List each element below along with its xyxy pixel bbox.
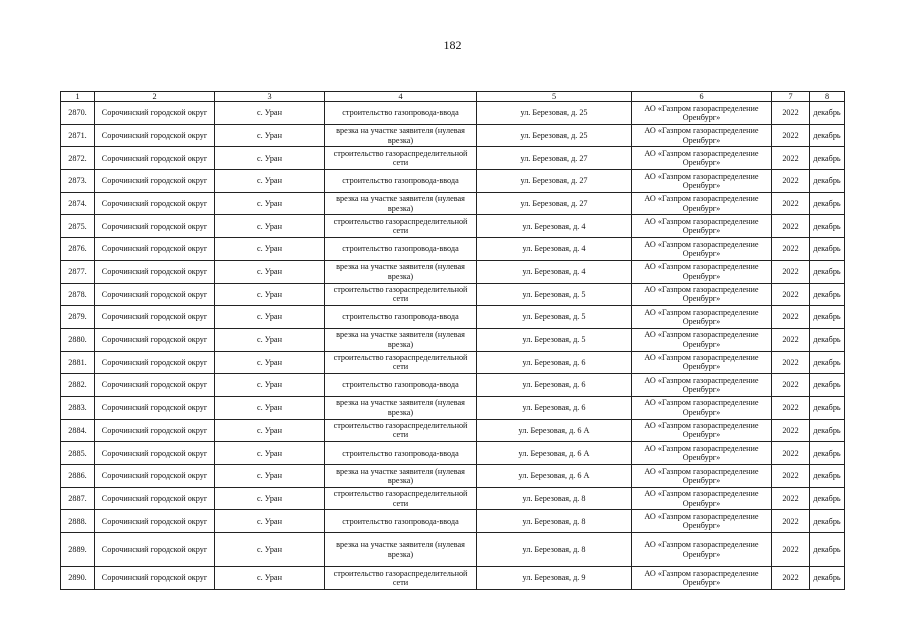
address-cell: ул. Березовая, д. 25 — [477, 124, 632, 147]
column-header: 5 — [477, 92, 632, 102]
district-cell: Сорочинский городской округ — [95, 510, 215, 533]
row-number-cell: 2880. — [61, 328, 95, 351]
year-cell: 2022 — [772, 102, 810, 125]
year-cell: 2022 — [772, 419, 810, 442]
organization-cell: АО «Газпром газораспределение Оренбург» — [632, 260, 772, 283]
organization-cell: АО «Газпром газораспределение Оренбург» — [632, 442, 772, 465]
year-cell: 2022 — [772, 487, 810, 510]
locality-cell: с. Уран — [215, 238, 325, 261]
district-cell: Сорочинский городской округ — [95, 396, 215, 419]
district-cell: Сорочинский городской округ — [95, 567, 215, 590]
year-cell: 2022 — [772, 192, 810, 215]
organization-cell: АО «Газпром газораспределение Оренбург» — [632, 238, 772, 261]
address-cell: ул. Березовая, д. 4 — [477, 215, 632, 238]
row-number-cell: 2889. — [61, 533, 95, 567]
month-cell: декабрь — [810, 533, 845, 567]
district-cell: Сорочинский городской округ — [95, 419, 215, 442]
work-type-cell: строительство газопровода-ввода — [325, 510, 477, 533]
table-row — [61, 510, 845, 533]
row-number-cell: 2878. — [61, 283, 95, 306]
address-cell: ул. Березовая, д. 6 — [477, 351, 632, 374]
address-cell: ул. Березовая, д. 5 — [477, 306, 632, 329]
table-row — [61, 147, 845, 170]
table-row — [61, 351, 845, 374]
organization-cell: АО «Газпром газораспределение Оренбург» — [632, 170, 772, 193]
organization-cell: АО «Газпром газораспределение Оренбург» — [632, 567, 772, 590]
month-cell: декабрь — [810, 306, 845, 329]
address-cell: ул. Березовая, д. 8 — [477, 487, 632, 510]
organization-cell: АО «Газпром газораспределение Оренбург» — [632, 351, 772, 374]
table-row — [61, 442, 845, 465]
work-type-cell: строительство газораспределительной сети — [325, 283, 477, 306]
table-row — [61, 102, 845, 125]
work-type-cell: строительство газопровода-ввода — [325, 170, 477, 193]
locality-cell: с. Уран — [215, 215, 325, 238]
row-number-cell: 2882. — [61, 374, 95, 397]
work-type-cell: врезка на участке заявителя (нулевая врезка) — [325, 465, 477, 488]
month-cell: декабрь — [810, 260, 845, 283]
table-row — [61, 215, 845, 238]
district-cell: Сорочинский городской округ — [95, 170, 215, 193]
district-cell: Сорочинский городской округ — [95, 192, 215, 215]
work-type-cell: строительство газопровода-ввода — [325, 306, 477, 329]
organization-cell: АО «Газпром газораспределение Оренбург» — [632, 147, 772, 170]
year-cell: 2022 — [772, 147, 810, 170]
table-row — [61, 283, 845, 306]
organization-cell: АО «Газпром газораспределение Оренбург» — [632, 283, 772, 306]
address-cell: ул. Березовая, д. 9 — [477, 567, 632, 590]
year-cell: 2022 — [772, 510, 810, 533]
address-cell: ул. Березовая, д. 6 А — [477, 419, 632, 442]
address-cell: ул. Березовая, д. 5 — [477, 328, 632, 351]
month-cell: декабрь — [810, 238, 845, 261]
organization-cell: АО «Газпром газораспределение Оренбург» — [632, 192, 772, 215]
month-cell: декабрь — [810, 396, 845, 419]
locality-cell: с. Уран — [215, 147, 325, 170]
month-cell: декабрь — [810, 283, 845, 306]
year-cell: 2022 — [772, 238, 810, 261]
work-type-cell: строительство газораспределительной сети — [325, 147, 477, 170]
locality-cell: с. Уран — [215, 567, 325, 590]
row-number-cell: 2870. — [61, 102, 95, 125]
address-cell: ул. Березовая, д. 8 — [477, 510, 632, 533]
month-cell: декабрь — [810, 328, 845, 351]
row-number-cell: 2888. — [61, 510, 95, 533]
row-number-cell: 2872. — [61, 147, 95, 170]
organization-cell: АО «Газпром газораспределение Оренбург» — [632, 487, 772, 510]
page-number: 182 — [443, 38, 462, 52]
month-cell: декабрь — [810, 170, 845, 193]
month-cell: декабрь — [810, 124, 845, 147]
locality-cell: с. Уран — [215, 396, 325, 419]
row-number-cell: 2881. — [61, 351, 95, 374]
year-cell: 2022 — [772, 283, 810, 306]
year-cell: 2022 — [772, 396, 810, 419]
locality-cell: с. Уран — [215, 419, 325, 442]
work-type-cell: строительство газопровода-ввода — [325, 374, 477, 397]
address-cell: ул. Березовая, д. 4 — [477, 260, 632, 283]
month-cell: декабрь — [810, 442, 845, 465]
organization-cell: АО «Газпром газораспределение Оренбург» — [632, 533, 772, 567]
address-cell: ул. Березовая, д. 6 А — [477, 465, 632, 488]
month-cell: декабрь — [810, 465, 845, 488]
month-cell: декабрь — [810, 147, 845, 170]
table-row — [61, 487, 845, 510]
column-header: 2 — [95, 92, 215, 102]
address-cell: ул. Березовая, д. 25 — [477, 102, 632, 125]
column-header: 6 — [632, 92, 772, 102]
year-cell: 2022 — [772, 215, 810, 238]
locality-cell: с. Уран — [215, 283, 325, 306]
work-type-cell: врезка на участке заявителя (нулевая врезка) — [325, 260, 477, 283]
month-cell: декабрь — [810, 374, 845, 397]
year-cell: 2022 — [772, 351, 810, 374]
year-cell: 2022 — [772, 533, 810, 567]
address-cell: ул. Березовая, д. 6 — [477, 396, 632, 419]
organization-cell: АО «Газпром газораспределение Оренбург» — [632, 124, 772, 147]
table-row — [61, 396, 845, 419]
row-number-cell: 2883. — [61, 396, 95, 419]
column-header: 1 — [61, 92, 95, 102]
district-cell: Сорочинский городской округ — [95, 442, 215, 465]
row-number-cell: 2886. — [61, 465, 95, 488]
address-cell: ул. Березовая, д. 8 — [477, 533, 632, 567]
row-number-cell: 2885. — [61, 442, 95, 465]
year-cell: 2022 — [772, 328, 810, 351]
organization-cell: АО «Газпром газораспределение Оренбург» — [632, 328, 772, 351]
table-row — [61, 238, 845, 261]
district-cell: Сорочинский городской округ — [95, 215, 215, 238]
organization-cell: АО «Газпром газораспределение Оренбург» — [632, 465, 772, 488]
table-row — [61, 192, 845, 215]
work-type-cell: врезка на участке заявителя (нулевая врезка) — [325, 396, 477, 419]
month-cell: декабрь — [810, 215, 845, 238]
month-cell: декабрь — [810, 510, 845, 533]
address-cell: ул. Березовая, д. 27 — [477, 170, 632, 193]
locality-cell: с. Уран — [215, 102, 325, 125]
work-type-cell: врезка на участке заявителя (нулевая врезка) — [325, 192, 477, 215]
locality-cell: с. Уран — [215, 465, 325, 488]
locality-cell: с. Уран — [215, 510, 325, 533]
locality-cell: с. Уран — [215, 328, 325, 351]
table-row — [61, 533, 845, 567]
address-cell: ул. Березовая, д. 4 — [477, 238, 632, 261]
row-number-cell: 2890. — [61, 567, 95, 590]
locality-cell: с. Уран — [215, 192, 325, 215]
year-cell: 2022 — [772, 260, 810, 283]
district-cell: Сорочинский городской округ — [95, 533, 215, 567]
table-row — [61, 374, 845, 397]
table-row — [61, 465, 845, 488]
column-header: 7 — [772, 92, 810, 102]
work-type-cell: врезка на участке заявителя (нулевая врезка) — [325, 533, 477, 567]
work-type-cell: строительство газораспределительной сети — [325, 351, 477, 374]
locality-cell: с. Уран — [215, 260, 325, 283]
locality-cell: с. Уран — [215, 487, 325, 510]
year-cell: 2022 — [772, 124, 810, 147]
column-header: 8 — [810, 92, 845, 102]
locality-cell: с. Уран — [215, 124, 325, 147]
year-cell: 2022 — [772, 465, 810, 488]
locality-cell: с. Уран — [215, 533, 325, 567]
district-cell: Сорочинский городской округ — [95, 102, 215, 125]
district-cell: Сорочинский городской округ — [95, 124, 215, 147]
column-header: 4 — [325, 92, 477, 102]
column-header: 3 — [215, 92, 325, 102]
row-number-cell: 2879. — [61, 306, 95, 329]
district-cell: Сорочинский городской округ — [95, 283, 215, 306]
row-number-cell: 2875. — [61, 215, 95, 238]
work-type-cell: строительство газопровода-ввода — [325, 102, 477, 125]
locality-cell: с. Уран — [215, 374, 325, 397]
district-cell: Сорочинский городской округ — [95, 147, 215, 170]
address-cell: ул. Березовая, д. 27 — [477, 147, 632, 170]
organization-cell: АО «Газпром газораспределение Оренбург» — [632, 510, 772, 533]
district-cell: Сорочинский городской округ — [95, 328, 215, 351]
work-type-cell: строительство газораспределительной сети — [325, 419, 477, 442]
registry-table — [60, 91, 845, 590]
organization-cell: АО «Газпром газораспределение Оренбург» — [632, 419, 772, 442]
district-cell: Сорочинский городской округ — [95, 487, 215, 510]
month-cell: декабрь — [810, 419, 845, 442]
work-type-cell: строительство газораспределительной сети — [325, 487, 477, 510]
table-row — [61, 124, 845, 147]
year-cell: 2022 — [772, 306, 810, 329]
work-type-cell: строительство газораспределительной сети — [325, 215, 477, 238]
row-number-cell: 2884. — [61, 419, 95, 442]
work-type-cell: строительство газораспределительной сети — [325, 567, 477, 590]
month-cell: декабрь — [810, 567, 845, 590]
row-number-cell: 2874. — [61, 192, 95, 215]
locality-cell: с. Уран — [215, 170, 325, 193]
month-cell: декабрь — [810, 351, 845, 374]
row-number-cell: 2887. — [61, 487, 95, 510]
row-number-cell: 2871. — [61, 124, 95, 147]
organization-cell: АО «Газпром газораспределение Оренбург» — [632, 396, 772, 419]
year-cell: 2022 — [772, 374, 810, 397]
row-number-cell: 2877. — [61, 260, 95, 283]
district-cell: Сорочинский городской округ — [95, 351, 215, 374]
table-row — [61, 419, 845, 442]
work-type-cell: врезка на участке заявителя (нулевая врезка) — [325, 328, 477, 351]
year-cell: 2022 — [772, 567, 810, 590]
locality-cell: с. Уран — [215, 306, 325, 329]
organization-cell: АО «Газпром газораспределение Оренбург» — [632, 215, 772, 238]
district-cell: Сорочинский городской округ — [95, 465, 215, 488]
month-cell: декабрь — [810, 192, 845, 215]
table-row — [61, 260, 845, 283]
work-type-cell: врезка на участке заявителя (нулевая врезка) — [325, 124, 477, 147]
row-number-cell: 2876. — [61, 238, 95, 261]
month-cell: декабрь — [810, 487, 845, 510]
header-row — [61, 92, 845, 102]
table-row — [61, 328, 845, 351]
address-cell: ул. Березовая, д. 6 — [477, 374, 632, 397]
year-cell: 2022 — [772, 170, 810, 193]
row-number-cell: 2873. — [61, 170, 95, 193]
address-cell: ул. Березовая, д. 5 — [477, 283, 632, 306]
organization-cell: АО «Газпром газораспределение Оренбург» — [632, 102, 772, 125]
address-cell: ул. Березовая, д. 6 А — [477, 442, 632, 465]
year-cell: 2022 — [772, 442, 810, 465]
organization-cell: АО «Газпром газораспределение Оренбург» — [632, 374, 772, 397]
district-cell: Сорочинский городской округ — [95, 238, 215, 261]
district-cell: Сорочинский городской округ — [95, 306, 215, 329]
table-row — [61, 567, 845, 590]
district-cell: Сорочинский городской округ — [95, 260, 215, 283]
organization-cell: АО «Газпром газораспределение Оренбург» — [632, 306, 772, 329]
district-cell: Сорочинский городской округ — [95, 374, 215, 397]
locality-cell: с. Уран — [215, 351, 325, 374]
work-type-cell: строительство газопровода-ввода — [325, 442, 477, 465]
work-type-cell: строительство газопровода-ввода — [325, 238, 477, 261]
address-cell: ул. Березовая, д. 27 — [477, 192, 632, 215]
month-cell: декабрь — [810, 102, 845, 125]
table-row — [61, 306, 845, 329]
table-row — [61, 170, 845, 193]
locality-cell: с. Уран — [215, 442, 325, 465]
